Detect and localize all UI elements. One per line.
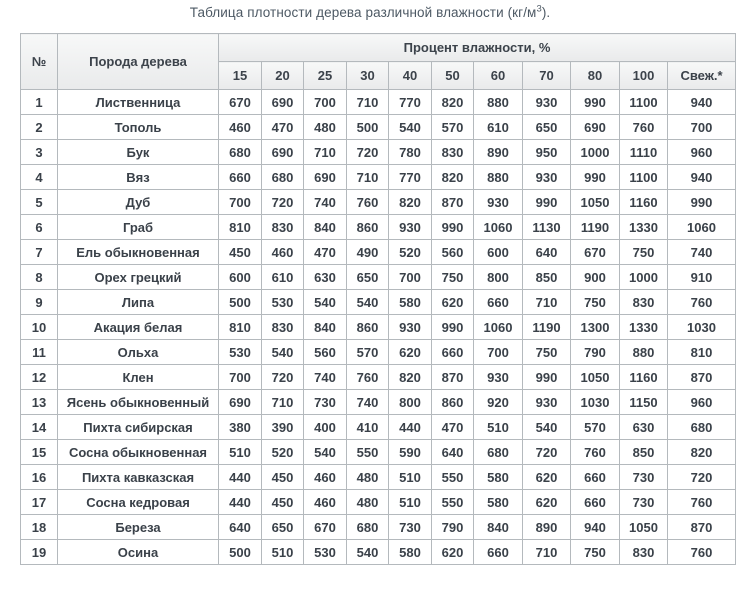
density-value: 910	[668, 265, 736, 290]
density-value: 620	[523, 465, 571, 490]
density-value: 510	[219, 440, 262, 465]
density-value: 870	[432, 190, 474, 215]
table-row	[21, 465, 736, 490]
density-value: 710	[347, 90, 389, 115]
density-value: 640	[432, 440, 474, 465]
density-value: 850	[523, 265, 571, 290]
column-header-moisture-level: 70	[523, 62, 571, 90]
density-value: 1060	[474, 315, 523, 340]
density-value: 860	[347, 315, 389, 340]
density-value: 550	[347, 440, 389, 465]
density-value: 820	[432, 165, 474, 190]
density-value: 510	[262, 540, 304, 565]
column-header-moisture-level: 30	[347, 62, 389, 90]
density-value: 450	[262, 465, 304, 490]
density-value: 400	[304, 415, 347, 440]
density-value: 500	[347, 115, 389, 140]
density-value: 730	[389, 515, 432, 540]
density-value: 790	[571, 340, 620, 365]
density-value: 510	[389, 465, 432, 490]
density-value: 760	[571, 440, 620, 465]
density-value: 500	[219, 540, 262, 565]
species-name: Дуб	[58, 190, 219, 215]
density-value: 590	[389, 440, 432, 465]
table-row	[21, 215, 736, 240]
density-value: 990	[523, 190, 571, 215]
density-value: 660	[571, 490, 620, 515]
density-value: 440	[389, 415, 432, 440]
density-value: 680	[668, 415, 736, 440]
species-name: Орех грецкий	[58, 265, 219, 290]
density-value: 810	[668, 340, 736, 365]
column-header-moisture-group: Процент влажности, %	[219, 34, 736, 62]
density-value: 890	[523, 515, 571, 540]
density-value: 730	[304, 390, 347, 415]
density-value: 620	[523, 490, 571, 515]
density-value: 990	[571, 90, 620, 115]
species-name: Липа	[58, 290, 219, 315]
density-value: 530	[219, 340, 262, 365]
density-value: 530	[304, 540, 347, 565]
density-value: 930	[474, 190, 523, 215]
species-name: Сосна кедровая	[58, 490, 219, 515]
column-header-number: №	[21, 34, 58, 90]
density-value: 1330	[620, 215, 668, 240]
density-value: 850	[620, 440, 668, 465]
density-value: 740	[304, 365, 347, 390]
species-name: Тополь	[58, 115, 219, 140]
density-value: 700	[304, 90, 347, 115]
density-value: 840	[304, 215, 347, 240]
density-value: 790	[432, 515, 474, 540]
density-value: 710	[523, 290, 571, 315]
table-row	[21, 315, 736, 340]
density-value: 710	[262, 390, 304, 415]
density-value: 520	[389, 240, 432, 265]
density-value: 920	[474, 390, 523, 415]
density-value: 450	[219, 240, 262, 265]
density-value: 800	[474, 265, 523, 290]
density-value: 610	[262, 265, 304, 290]
density-value: 650	[347, 265, 389, 290]
density-value: 480	[347, 465, 389, 490]
density-value: 620	[432, 290, 474, 315]
row-number: 5	[21, 190, 58, 215]
row-number: 15	[21, 440, 58, 465]
table-body	[21, 90, 736, 565]
density-value: 580	[389, 540, 432, 565]
density-value: 930	[474, 365, 523, 390]
page-title-text: Таблица плотности дерева различной влажности (кг/м	[189, 5, 537, 20]
density-value: 760	[347, 365, 389, 390]
table-row	[21, 265, 736, 290]
density-value: 1330	[620, 315, 668, 340]
table-row	[21, 190, 736, 215]
table-row	[21, 390, 736, 415]
row-number: 7	[21, 240, 58, 265]
density-value: 720	[668, 465, 736, 490]
table-row	[21, 90, 736, 115]
density-value: 700	[474, 340, 523, 365]
density-value: 680	[262, 165, 304, 190]
table-row	[21, 365, 736, 390]
density-value: 1100	[620, 90, 668, 115]
density-value: 540	[347, 290, 389, 315]
table-row	[21, 540, 736, 565]
density-value: 690	[262, 140, 304, 165]
density-value: 1150	[620, 390, 668, 415]
density-value: 830	[620, 290, 668, 315]
density-value: 520	[262, 440, 304, 465]
density-value: 720	[262, 365, 304, 390]
density-value: 1190	[571, 215, 620, 240]
density-value: 750	[571, 290, 620, 315]
row-number: 16	[21, 465, 58, 490]
density-value: 1130	[523, 215, 571, 240]
density-value: 510	[474, 415, 523, 440]
density-value: 450	[262, 490, 304, 515]
density-value: 760	[668, 490, 736, 515]
row-number: 9	[21, 290, 58, 315]
density-value: 740	[304, 190, 347, 215]
species-name: Вяз	[58, 165, 219, 190]
density-value: 940	[571, 515, 620, 540]
density-value: 880	[474, 165, 523, 190]
density-value: 770	[389, 165, 432, 190]
species-name: Клен	[58, 365, 219, 390]
density-value: 890	[474, 140, 523, 165]
density-value: 950	[523, 140, 571, 165]
density-value: 1050	[620, 515, 668, 540]
density-value: 530	[262, 290, 304, 315]
row-number: 4	[21, 165, 58, 190]
density-value: 930	[523, 390, 571, 415]
table-row	[21, 415, 736, 440]
density-value: 760	[347, 190, 389, 215]
density-value: 570	[347, 340, 389, 365]
density-value: 660	[432, 340, 474, 365]
density-value: 440	[219, 465, 262, 490]
density-value: 870	[668, 365, 736, 390]
density-value: 960	[668, 140, 736, 165]
row-number: 18	[21, 515, 58, 540]
density-value: 930	[523, 90, 571, 115]
table-row	[21, 340, 736, 365]
density-value: 700	[219, 190, 262, 215]
density-value: 710	[304, 140, 347, 165]
row-number: 8	[21, 265, 58, 290]
density-value: 830	[262, 315, 304, 340]
density-value: 1160	[620, 365, 668, 390]
density-value: 710	[347, 165, 389, 190]
species-name: Пихта сибирская	[58, 415, 219, 440]
density-value: 760	[620, 115, 668, 140]
density-value: 830	[432, 140, 474, 165]
density-value: 1000	[571, 140, 620, 165]
page	[0, 5, 740, 592]
density-value: 940	[668, 165, 736, 190]
page-title	[0, 5, 740, 20]
row-number: 6	[21, 215, 58, 240]
density-value: 880	[620, 340, 668, 365]
table-row	[21, 515, 736, 540]
table-row	[21, 240, 736, 265]
species-name: Ель обыкновенная	[58, 240, 219, 265]
density-value: 1160	[620, 190, 668, 215]
density-value: 750	[571, 540, 620, 565]
row-number: 3	[21, 140, 58, 165]
density-value: 990	[523, 365, 571, 390]
density-value: 570	[571, 415, 620, 440]
density-value: 460	[304, 465, 347, 490]
density-value: 390	[262, 415, 304, 440]
density-value: 640	[523, 240, 571, 265]
density-value: 480	[347, 490, 389, 515]
density-value: 930	[389, 315, 432, 340]
density-value: 720	[523, 440, 571, 465]
density-value: 650	[262, 515, 304, 540]
density-value: 1110	[620, 140, 668, 165]
species-name: Пихта кавказская	[58, 465, 219, 490]
density-value: 560	[432, 240, 474, 265]
row-number: 11	[21, 340, 58, 365]
header-row-group	[21, 34, 736, 62]
density-value: 690	[571, 115, 620, 140]
density-value: 460	[304, 490, 347, 515]
row-number: 2	[21, 115, 58, 140]
table-header	[21, 34, 736, 90]
density-value: 860	[347, 215, 389, 240]
density-table	[20, 33, 736, 565]
density-value: 1050	[571, 365, 620, 390]
row-number: 19	[21, 540, 58, 565]
density-value: 760	[668, 540, 736, 565]
density-value: 680	[474, 440, 523, 465]
density-value: 580	[474, 490, 523, 515]
row-number: 13	[21, 390, 58, 415]
column-header-moisture-level: 50	[432, 62, 474, 90]
table-row	[21, 140, 736, 165]
density-value: 470	[304, 240, 347, 265]
density-value: 700	[219, 365, 262, 390]
density-value: 1100	[620, 165, 668, 190]
density-value: 1030	[571, 390, 620, 415]
density-value: 990	[571, 165, 620, 190]
column-header-moisture-level: 20	[262, 62, 304, 90]
density-value: 670	[219, 90, 262, 115]
density-value: 580	[389, 290, 432, 315]
density-value: 770	[389, 90, 432, 115]
density-value: 680	[219, 140, 262, 165]
density-value: 690	[304, 165, 347, 190]
species-name: Береза	[58, 515, 219, 540]
density-value: 670	[571, 240, 620, 265]
column-header-moisture-level: 60	[474, 62, 523, 90]
density-value: 540	[389, 115, 432, 140]
table-row	[21, 490, 736, 515]
density-value: 510	[389, 490, 432, 515]
density-value: 660	[474, 540, 523, 565]
density-value: 880	[474, 90, 523, 115]
row-number: 1	[21, 90, 58, 115]
density-value: 540	[304, 290, 347, 315]
density-value: 720	[262, 190, 304, 215]
density-value: 820	[389, 365, 432, 390]
density-value: 600	[474, 240, 523, 265]
row-number: 12	[21, 365, 58, 390]
density-value: 930	[523, 165, 571, 190]
density-value: 480	[304, 115, 347, 140]
density-value: 700	[668, 115, 736, 140]
row-number: 17	[21, 490, 58, 515]
density-value: 540	[304, 440, 347, 465]
density-value: 470	[262, 115, 304, 140]
density-value: 650	[523, 115, 571, 140]
density-value: 1060	[668, 215, 736, 240]
density-value: 990	[432, 215, 474, 240]
density-value: 740	[668, 240, 736, 265]
density-value: 810	[219, 315, 262, 340]
column-header-moisture-level: 80	[571, 62, 620, 90]
density-value: 600	[219, 265, 262, 290]
density-value: 540	[347, 540, 389, 565]
density-value: 780	[389, 140, 432, 165]
species-name: Граб	[58, 215, 219, 240]
density-value: 670	[304, 515, 347, 540]
density-value: 720	[347, 140, 389, 165]
species-name: Ольха	[58, 340, 219, 365]
page-title-suffix: ).	[541, 5, 551, 20]
row-number: 14	[21, 415, 58, 440]
row-number: 10	[21, 315, 58, 340]
density-value: 820	[432, 90, 474, 115]
column-header-moisture-level: 15	[219, 62, 262, 90]
density-value: 460	[262, 240, 304, 265]
table-row	[21, 290, 736, 315]
density-value: 660	[219, 165, 262, 190]
density-value: 630	[304, 265, 347, 290]
density-value: 640	[219, 515, 262, 540]
density-value: 820	[389, 190, 432, 215]
density-value: 660	[571, 465, 620, 490]
column-header-moisture-fresh: Свеж.*	[668, 62, 736, 90]
density-value: 620	[432, 540, 474, 565]
density-value: 690	[219, 390, 262, 415]
density-value: 990	[668, 190, 736, 215]
density-value: 870	[668, 515, 736, 540]
density-value: 440	[219, 490, 262, 515]
density-value: 840	[304, 315, 347, 340]
density-value: 470	[432, 415, 474, 440]
density-value: 550	[432, 490, 474, 515]
density-value: 750	[432, 265, 474, 290]
density-value: 940	[668, 90, 736, 115]
density-value: 620	[389, 340, 432, 365]
density-value: 930	[389, 215, 432, 240]
column-header-moisture-level: 25	[304, 62, 347, 90]
density-value: 960	[668, 390, 736, 415]
density-value: 1050	[571, 190, 620, 215]
density-value: 1190	[523, 315, 571, 340]
density-value: 870	[432, 365, 474, 390]
density-value: 540	[262, 340, 304, 365]
density-value: 540	[523, 415, 571, 440]
density-value: 990	[432, 315, 474, 340]
table-row	[21, 440, 736, 465]
density-value: 750	[523, 340, 571, 365]
density-value: 740	[347, 390, 389, 415]
column-header-species: Порода дерева	[58, 34, 219, 90]
density-value: 810	[219, 215, 262, 240]
density-value: 820	[668, 440, 736, 465]
density-value: 750	[620, 240, 668, 265]
density-value: 580	[474, 465, 523, 490]
density-value: 460	[219, 115, 262, 140]
density-value: 1060	[474, 215, 523, 240]
density-value: 840	[474, 515, 523, 540]
table-row	[21, 115, 736, 140]
density-value: 570	[432, 115, 474, 140]
density-value: 550	[432, 465, 474, 490]
density-value: 1030	[668, 315, 736, 340]
column-header-moisture-level: 100	[620, 62, 668, 90]
species-name: Бук	[58, 140, 219, 165]
species-name: Сосна обыкновенная	[58, 440, 219, 465]
column-header-moisture-level: 40	[389, 62, 432, 90]
density-value: 710	[523, 540, 571, 565]
density-value: 630	[620, 415, 668, 440]
density-value: 1300	[571, 315, 620, 340]
density-value: 730	[620, 490, 668, 515]
species-name: Лиственница	[58, 90, 219, 115]
density-value: 560	[304, 340, 347, 365]
species-name: Акация белая	[58, 315, 219, 340]
density-value: 760	[668, 290, 736, 315]
density-value: 690	[262, 90, 304, 115]
density-value: 800	[389, 390, 432, 415]
density-value: 830	[620, 540, 668, 565]
density-value: 900	[571, 265, 620, 290]
density-value: 700	[389, 265, 432, 290]
density-value: 490	[347, 240, 389, 265]
density-value: 680	[347, 515, 389, 540]
density-value: 410	[347, 415, 389, 440]
density-value: 610	[474, 115, 523, 140]
density-value: 830	[262, 215, 304, 240]
density-value: 1000	[620, 265, 668, 290]
density-value: 860	[432, 390, 474, 415]
species-name: Ясень обыкновенный	[58, 390, 219, 415]
table-row	[21, 165, 736, 190]
density-value: 660	[474, 290, 523, 315]
density-value: 380	[219, 415, 262, 440]
density-value: 730	[620, 465, 668, 490]
density-value: 500	[219, 290, 262, 315]
page-title-superscript: 3	[536, 3, 542, 15]
species-name: Осина	[58, 540, 219, 565]
